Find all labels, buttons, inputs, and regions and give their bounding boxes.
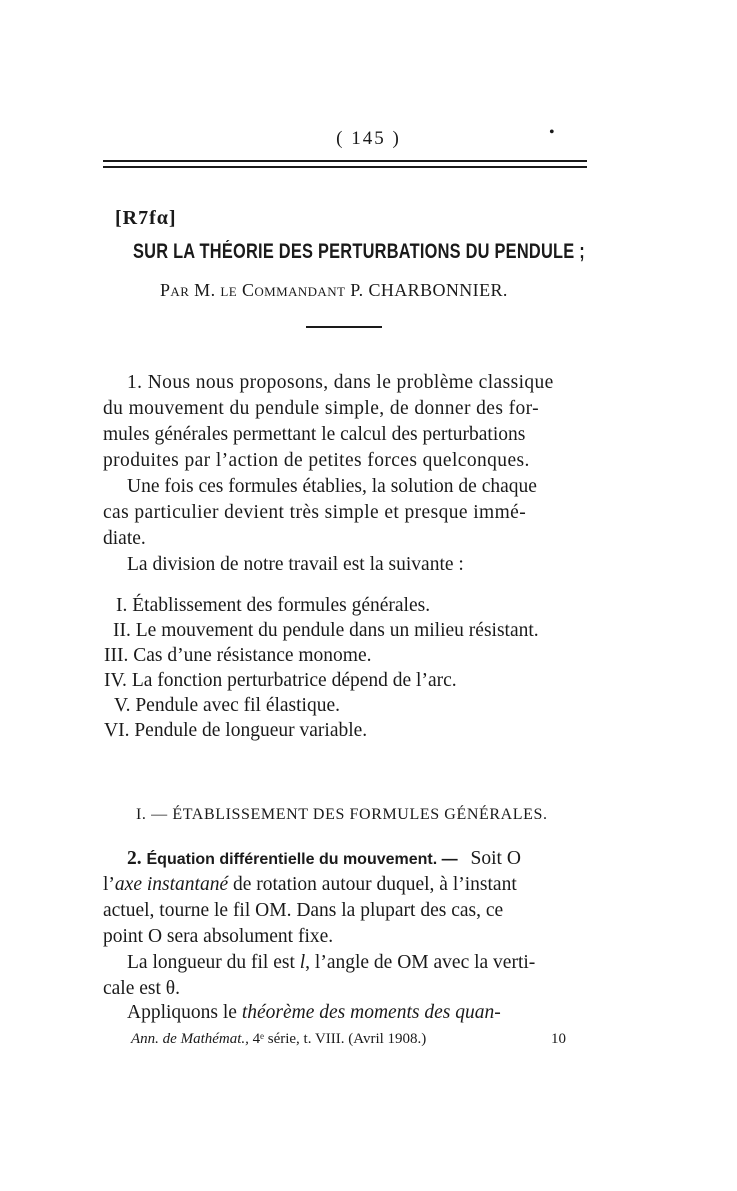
section-2-line-1 [127,848,521,870]
header-rule-bottom [103,166,587,168]
line-5-pre: La longueur du fil est [127,952,300,973]
line-2-italic: axe instantané [114,874,229,895]
article-title: SUR LA THÉORIE DES PERTURBATIONS DU PENDULE ; [133,240,585,263]
section-2-line-5 [127,952,535,974]
paragraph-3: La division de notre travail est la suivante : [127,554,464,575]
section-2-line-2 [103,874,517,896]
paragraph-2-line-2: cas particulier devient très simple et presque immé- [103,502,527,523]
paragraph-2-line-1: Une fois ces formules établies, la solution de chaque [127,476,537,497]
section-2-line-1-rest: Soit O [470,848,521,869]
toc-item-5 [114,695,340,717]
line-5-post: , l’angle de OM avec la verti- [305,952,536,973]
toc-item-2 [113,620,539,642]
paragraph-title: Équation différentielle du mouvement. — [146,851,458,868]
toc-num-1: I. [116,595,128,616]
journal-details: 4ᵉ série, t. VIII. (Avril 1908.) [248,1031,427,1047]
section-2-line-4: point O sera absolument fixe. [103,926,334,947]
toc-num-6: VI. [104,720,130,741]
paragraph-number: 2. [127,848,142,869]
line-7-pre: Appliquons le [127,1002,242,1023]
paragraph-1-line-2: du mouvement du pendule simple, de donner des for- [103,398,540,419]
line-2-pre: l’ [103,874,115,895]
toc-text-3: Cas d’une résistance monome. [133,645,372,666]
title-separator [306,326,382,328]
header-rule-top [103,160,587,162]
toc-num-2: II. [113,620,131,641]
toc-text-2: Le mouvement du pendule dans un milieu résistant. [135,620,539,641]
sheet-number: 10 [551,1031,566,1047]
paragraph-2-line-3: diate. [103,528,146,549]
toc-num-3: III. [104,645,129,666]
page-number: ( 145 ) [336,128,401,149]
author-line [160,280,508,301]
line-5-italic: l [299,952,306,973]
toc-item-6 [104,720,367,742]
classification-code: [R7fα] [115,207,177,229]
section-2-line-6: cale est θ. [103,978,181,999]
toc-item-3 [104,645,372,667]
journal-name: Ann. de Mathémat., [131,1031,249,1047]
toc-text-1: Établissement des formules générales. [132,595,431,616]
author-text: Par M. le Commandant P. CHARBONNIER. [160,280,508,300]
footer-citation [131,1031,426,1048]
section-2-line-7 [127,1002,501,1024]
paragraph-1-line-4: produites par l’action de petites forces quelconques. [103,450,530,471]
paragraph-1-line-3: mules générales permettant le calcul des perturbations [103,424,526,445]
toc-item-4 [104,670,457,692]
line-7-italic: théorème des moments des quan- [241,1002,501,1023]
toc-text-5: Pendule avec fil élastique. [135,695,341,716]
paragraph-1-line-1: 1. Nous nous proposons, dans le problème classique [127,372,554,393]
line-2-post: de rotation autour duquel, à l’instant [228,874,517,895]
toc-item-1 [116,595,430,617]
toc-num-4: IV. [104,670,127,691]
toc-text-6: Pendule de longueur variable. [134,720,368,741]
section-heading: I. — ÉTABLISSEMENT DES FORMULES GÉNÉRALES. [136,806,548,823]
corner-mark: • [549,124,555,141]
toc-text-4: La fonction perturbatrice dépend de l’arc. [131,670,457,691]
section-2-line-3: actuel, tourne le fil OM. Dans la plupart des cas, ce [103,900,504,921]
toc-num-5: V. [114,695,131,716]
